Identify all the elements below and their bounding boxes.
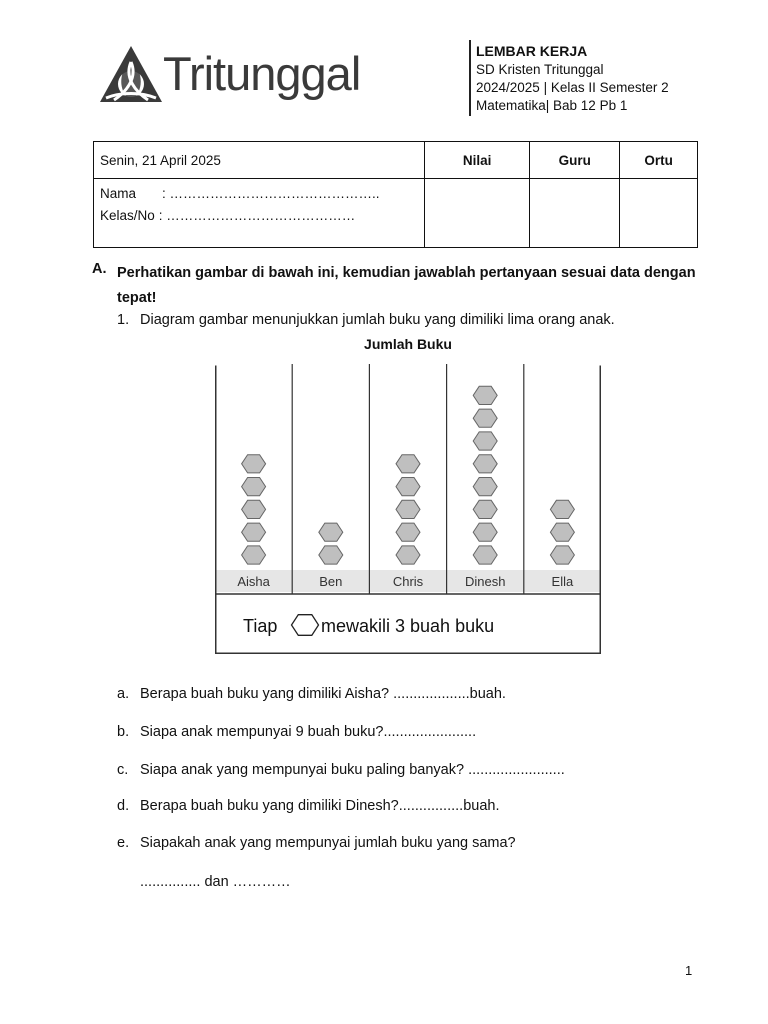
category-label-ben: Ben (319, 574, 343, 589)
nama-label: Nama (100, 186, 137, 201)
hexagon-symbol-dinesh (473, 500, 497, 518)
nilai-header: Nilai (424, 142, 530, 179)
hexagon-symbol-dinesh (473, 409, 497, 427)
question-a-text: Berapa buah buku yang dimiliki Aisha? ...................buah. (140, 686, 506, 702)
hexagon-symbol-aisha (242, 500, 266, 518)
guru-cell[interactable] (530, 179, 620, 248)
hexagon-symbol-dinesh (473, 523, 497, 541)
key-suffix: mewakili 3 buah buku (321, 616, 495, 636)
worksheet-title: LEMBAR KERJA (476, 43, 588, 59)
ortu-cell[interactable] (620, 179, 698, 248)
category-label-aisha: Aisha (237, 574, 270, 589)
hexagon-symbol-ella (550, 500, 574, 518)
chart-title: Jumlah Buku (364, 336, 452, 352)
hexagon-symbol-dinesh (473, 455, 497, 473)
nama-field[interactable] (100, 183, 418, 205)
header-divider (469, 40, 471, 116)
kelas-label: Kelas/No (100, 208, 155, 223)
year-class: 2024/2025 | Kelas II Semester 2 (476, 80, 669, 95)
hexagon-symbol-aisha (242, 478, 266, 496)
guru-header: Guru (530, 142, 620, 179)
kelas-field[interactable] (100, 205, 418, 227)
pictograph-chart (215, 364, 601, 656)
category-label-ella: Ella (551, 574, 574, 589)
question-c-text: Siapa anak yang mempunyai buku paling banyak? ........................ (140, 762, 565, 778)
category-label-dinesh: Dinesh (464, 574, 506, 589)
logo-text: Tritunggal (163, 47, 361, 100)
hexagon-symbol-aisha (242, 546, 266, 564)
question-text: Diagram gambar menunjukkan jumlah buku yang dimiliki lima orang anak. (140, 312, 615, 328)
hexagon-symbol-ben (319, 546, 343, 564)
hexagon-symbol-ben (319, 523, 343, 541)
question-d-letter: d. (117, 798, 130, 814)
subject-chapter: Matematika| Bab 12 Pb 1 (476, 98, 628, 113)
hexagon-symbol-dinesh (473, 386, 497, 404)
section-letter: A. (92, 261, 107, 277)
hexagon-symbol-ella (550, 523, 574, 541)
key-prefix: Tiap (243, 616, 278, 636)
category-label-chris: Chris (392, 574, 424, 589)
nilai-cell[interactable] (424, 179, 530, 248)
hexagon-symbol-aisha (242, 523, 266, 541)
answer-e-blank[interactable]: ............... dan ………… (140, 874, 291, 890)
hexagon-symbol-ella (550, 546, 574, 564)
student-fields-cell (94, 179, 425, 248)
hexagon-symbol-chris (396, 500, 420, 518)
hexagon-symbol-chris (396, 546, 420, 564)
tritunggal-logo-icon (96, 44, 166, 108)
hexagon-symbol-dinesh (473, 478, 497, 496)
question-d-text: Berapa buah buku yang dimiliki Dinesh?................buah. (140, 798, 500, 814)
ortu-header: Ortu (620, 142, 698, 179)
hexagon-symbol-chris (396, 523, 420, 541)
question-a-letter: a. (117, 686, 130, 702)
key-hexagon-icon (292, 615, 319, 636)
question-b-letter: b. (117, 724, 130, 740)
hexagon-symbol-dinesh (473, 432, 497, 450)
page-number: 1 (685, 963, 693, 978)
hexagon-symbol-chris (396, 455, 420, 473)
question-e-text: Siapakah anak yang mempunyai jumlah buku yang sama? (140, 835, 516, 851)
question-number: 1. (117, 312, 130, 328)
question-e-letter: e. (117, 835, 130, 851)
student-info-table (93, 141, 698, 248)
school-name: SD Kristen Tritunggal (476, 62, 604, 77)
kelas-blank: : …………………………………… (158, 208, 356, 223)
section-instruction: Perhatikan gambar di bawah ini, kemudian jawablah pertanyaan sesuai data dengan tepat! (117, 265, 696, 306)
question-c-letter: c. (117, 762, 129, 778)
hexagon-symbol-aisha (242, 455, 266, 473)
date-cell: Senin, 21 April 2025 (94, 142, 425, 179)
hexagon-symbol-chris (396, 478, 420, 496)
nama-blank: : ……………………………………….. (162, 186, 380, 201)
question-b-text: Siapa anak mempunyai 9 buah buku?....................... (140, 724, 477, 740)
hexagon-symbol-dinesh (473, 546, 497, 564)
